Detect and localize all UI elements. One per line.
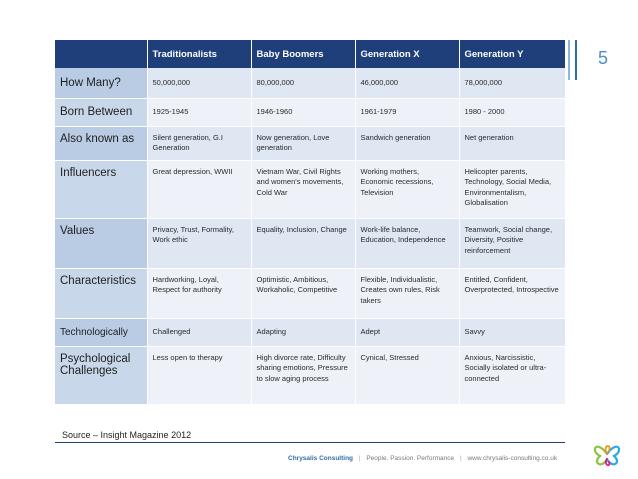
header-corner xyxy=(55,40,147,68)
row-label: Technologically xyxy=(55,318,147,346)
page-number: 5 xyxy=(598,48,609,68)
footer-brand: Chrysalis Consulting xyxy=(288,455,354,462)
row-label: Values xyxy=(55,218,147,268)
table-cell: 1946-1960 xyxy=(251,98,355,126)
row-label: Born Between xyxy=(55,98,147,126)
generations-table xyxy=(55,40,565,405)
footer-separator: | xyxy=(358,455,361,462)
table-cell: 78,000,000 xyxy=(459,68,565,98)
row-label: Characteristics xyxy=(55,268,147,318)
table-cell: 1980 - 2000 xyxy=(459,98,565,126)
table-cell: Equality, Inclusion, Change xyxy=(251,218,355,268)
table-cell: Anxious, Narcissistic, Socially isolated or ultra-connected xyxy=(459,346,565,404)
table-cell: Vietnam War, Civil Rights and women's movements, Cold War xyxy=(251,160,355,218)
table-header-row xyxy=(55,40,565,68)
table-row xyxy=(55,126,565,160)
row-label: How Many? xyxy=(55,68,147,98)
table-cell: Teamwork, Social change, Diversity, Positive reinforcement xyxy=(459,218,565,268)
table-cell: Entitled, Confident, Overprotected, Introspective xyxy=(459,268,565,318)
footer-website[interactable]: www.chrysalis-consulting.co.uk xyxy=(467,455,558,462)
table-cell: 1961-1979 xyxy=(355,98,459,126)
table-cell: Great depression, WWII xyxy=(147,160,251,218)
table-cell: Privacy, Trust, Formality, Work ethic xyxy=(147,218,251,268)
table-row xyxy=(55,218,565,268)
footer-tagline: People. Passion. Performance xyxy=(366,455,455,462)
slide-accent-bar xyxy=(575,40,577,80)
table-row xyxy=(55,346,565,404)
header-generation-x: Generation X xyxy=(355,40,459,68)
table-row xyxy=(55,68,565,98)
table-cell: Work-life balance, Education, Independence xyxy=(355,218,459,268)
table-cell: Optimistic, Ambitious, Workaholic, Competitive xyxy=(251,268,355,318)
table-cell: 46,000,000 xyxy=(355,68,459,98)
footer-separator: | xyxy=(459,455,462,462)
table-cell: Now generation, Love generation xyxy=(251,126,355,160)
table-cell: Hardworking, Loyal, Respect for authority xyxy=(147,268,251,318)
table-cell: High divorce rate, Difficulty sharing emotions, Pressure to slow aging process xyxy=(251,346,355,404)
header-generation-y: Generation Y xyxy=(459,40,565,68)
table-cell: Adept xyxy=(355,318,459,346)
table-cell: Net generation xyxy=(459,126,565,160)
table-cell: Cynical, Stressed xyxy=(355,346,459,404)
header-traditionalists: Traditionalists xyxy=(147,40,251,68)
row-label: Influencers xyxy=(55,160,147,218)
slide-accent-bar-light xyxy=(568,40,570,80)
table-cell: 50,000,000 xyxy=(147,68,251,98)
table-row xyxy=(55,160,565,218)
table-cell: Adapting xyxy=(251,318,355,346)
table-cell: Working mothers, Economic recessions, Television xyxy=(355,160,459,218)
table-cell: Challenged xyxy=(147,318,251,346)
table-cell: 1925-1945 xyxy=(147,98,251,126)
table-row xyxy=(55,318,565,346)
table-cell: Silent generation, G.I Generation xyxy=(147,126,251,160)
table-cell: Helicopter parents, Technology, Social Media, Environmentalism, Globalisation xyxy=(459,160,565,218)
footer xyxy=(288,455,557,462)
table-row xyxy=(55,268,565,318)
table-row xyxy=(55,98,565,126)
row-label: Also known as xyxy=(55,126,147,160)
table-cell: Flexible, Individualistic, Creates own rules, Risk takers xyxy=(355,268,459,318)
row-label: Psychological Challenges xyxy=(55,346,147,404)
table-cell: Sandwich generation xyxy=(355,126,459,160)
source-citation: Source – Insight Magazine 2012 xyxy=(62,430,192,440)
table-cell: Less open to therapy xyxy=(147,346,251,404)
table-cell: 80,000,000 xyxy=(251,68,355,98)
chrysalis-logo-icon xyxy=(588,435,626,473)
table-cell: Savvy xyxy=(459,318,565,346)
footer-divider xyxy=(55,442,565,443)
header-baby-boomers: Baby Boomers xyxy=(251,40,355,68)
